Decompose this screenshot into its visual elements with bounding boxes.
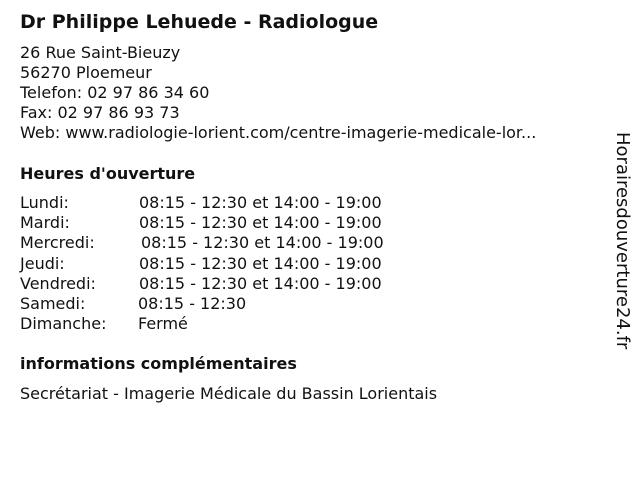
extra-info-text: Secrétariat - Imagerie Médicale du Bassin Lorientais <box>20 384 438 403</box>
street-address: 26 Rue Saint-Bieuzy <box>20 43 181 62</box>
day-label: Samedi: <box>20 294 86 314</box>
extra-info-heading: informations complémentaires <box>20 354 297 373</box>
time-value: 08:15 - 12:30 et 14:00 - 19:00 <box>139 193 382 212</box>
time-value: 08:15 - 12:30 et 14:00 - 19:00 <box>139 213 382 233</box>
hours-row-thursday <box>20 254 384 274</box>
phone-number: Telefon: 02 97 86 34 60 <box>20 83 210 102</box>
time-value: 08:15 - 12:30 <box>138 294 247 314</box>
day-label: Dimanche: <box>20 314 107 334</box>
hours-table <box>20 193 384 334</box>
hours-row-friday <box>20 274 384 294</box>
day-label: Jeudi: <box>20 253 65 273</box>
hours-row-saturday <box>20 294 384 314</box>
day-label: Mercredi: <box>20 233 95 253</box>
watermark-vertical: Horairesdouverture24.fr <box>612 132 633 350</box>
page-title: Dr Philippe Lehuede - Radiologue <box>20 11 379 33</box>
day-label: Mardi: <box>20 213 70 233</box>
website-link[interactable]: Web: www.radiologie-lorient.com/centre-imagerie-medicale-lor... <box>20 123 537 142</box>
time-value: Fermé <box>138 314 188 334</box>
time-value: 08:15 - 12:30 et 14:00 - 19:00 <box>141 233 384 253</box>
time-value: 08:15 - 12:30 et 14:00 - 19:00 <box>139 253 382 273</box>
hours-row-monday <box>20 193 384 213</box>
hours-row-tuesday <box>20 213 384 233</box>
hours-row-wednesday <box>20 233 384 253</box>
hours-heading: Heures d'ouverture <box>20 164 196 183</box>
day-label: Vendredi: <box>20 273 96 293</box>
contact-info <box>20 43 536 143</box>
day-label: Lundi: <box>20 193 69 212</box>
fax-number: Fax: 02 97 86 93 73 <box>20 103 180 122</box>
time-value: 08:15 - 12:30 et 14:00 - 19:00 <box>139 273 382 293</box>
city-postal-code: 56270 Ploemeur <box>20 63 152 82</box>
hours-row-sunday <box>20 314 384 334</box>
